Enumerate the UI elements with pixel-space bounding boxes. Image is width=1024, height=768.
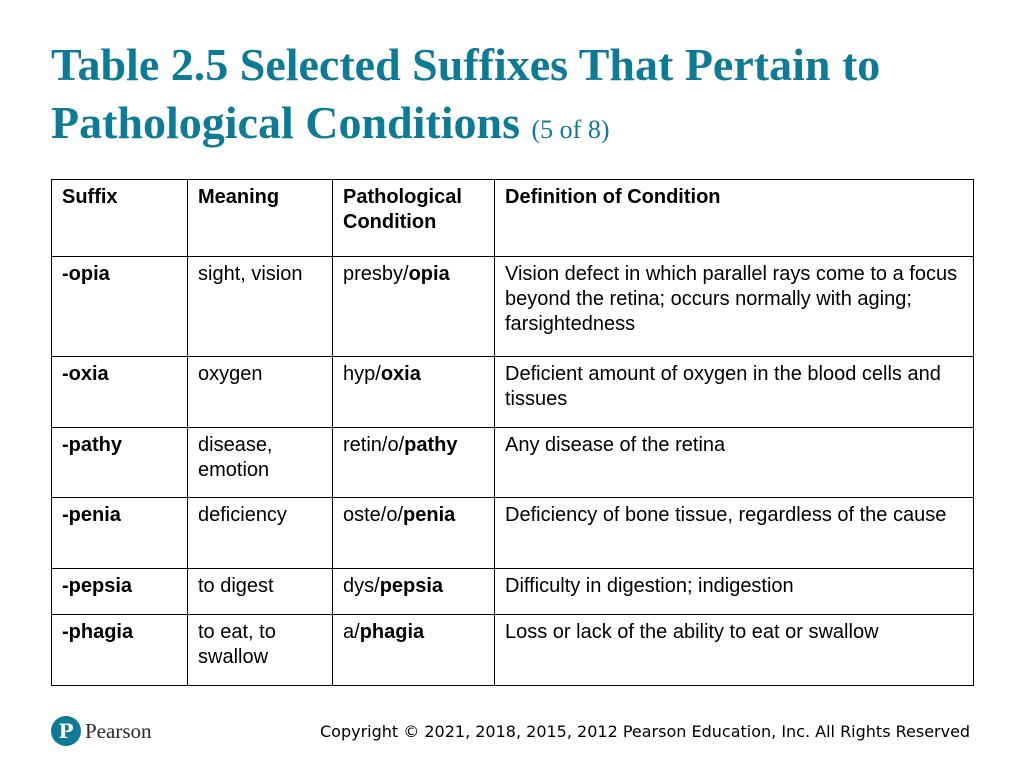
pearson-logo-wordmark: Pearson [85, 718, 152, 743]
condition-suffix: opia [408, 263, 450, 285]
cell-meaning: deficiency [188, 498, 333, 569]
cell-suffix: -opia [52, 257, 188, 357]
header-meaning: Meaning [188, 180, 333, 257]
table-row [52, 498, 974, 569]
condition-prefix: a/ [343, 621, 360, 643]
cell-suffix: -pepsia [52, 569, 188, 615]
slide-title-sub: (5 of 8) [531, 115, 610, 144]
cell-condition [333, 428, 495, 498]
cell-condition [333, 257, 495, 357]
condition-suffix: oxia [380, 363, 421, 385]
cell-definition: Difficulty in digestion; indigestion [495, 569, 974, 615]
cell-meaning: to eat, to swallow [188, 615, 333, 686]
condition-prefix: presby/ [343, 263, 409, 285]
pearson-logo-icon: P [51, 716, 81, 746]
cell-condition [333, 615, 495, 686]
condition-suffix: pathy [404, 434, 458, 456]
condition-prefix: oste/o/ [343, 504, 404, 526]
cell-suffix: -penia [52, 498, 188, 569]
header-pathological-condition: Pathological Condition [333, 180, 495, 257]
pearson-logo [51, 715, 152, 747]
cell-definition: Vision defect in which parallel rays come to a focus beyond the retina; occurs normally with aging; farsightedness [495, 257, 974, 357]
header-suffix: Suffix [52, 180, 188, 257]
slide-title-main: Table 2.5 Selected Suffixes That Pertain to Pathological Conditions [51, 39, 881, 148]
cell-condition [333, 569, 495, 615]
table-row [52, 615, 974, 686]
cell-definition: Loss or lack of the ability to eat or swallow [495, 615, 974, 686]
condition-suffix: phagia [359, 621, 425, 643]
condition-prefix: hyp/ [343, 363, 381, 385]
condition-prefix: dys/ [343, 575, 380, 597]
cell-definition: Any disease of the retina [495, 428, 974, 498]
cell-definition: Deficiency of bone tissue, regardless of the cause [495, 498, 974, 569]
cell-suffix: -pathy [52, 428, 188, 498]
table-row [52, 357, 974, 428]
table-row [52, 428, 974, 498]
table-header-row [52, 180, 974, 257]
condition-prefix: retin/o/ [343, 434, 405, 456]
condition-suffix: pepsia [379, 575, 444, 597]
table-row [52, 569, 974, 615]
suffix-table [51, 179, 974, 686]
cell-meaning: disease, emotion [188, 428, 333, 498]
header-definition: Definition of Condition [495, 180, 974, 257]
slide-title [51, 36, 981, 159]
copyright-notice: Copyright © 2021, 2018, 2015, 2012 Pearson Education, Inc. All Rights Reserved [320, 722, 971, 741]
cell-definition: Deficient amount of oxygen in the blood cells and tissues [495, 357, 974, 428]
cell-meaning: to digest [188, 569, 333, 615]
cell-suffix: -phagia [52, 615, 188, 686]
cell-condition [333, 357, 495, 428]
cell-suffix: -oxia [52, 357, 188, 428]
cell-meaning: sight, vision [188, 257, 333, 357]
cell-meaning: oxygen [188, 357, 333, 428]
condition-suffix: penia [403, 504, 456, 526]
cell-condition [333, 498, 495, 569]
table-row [52, 257, 974, 357]
